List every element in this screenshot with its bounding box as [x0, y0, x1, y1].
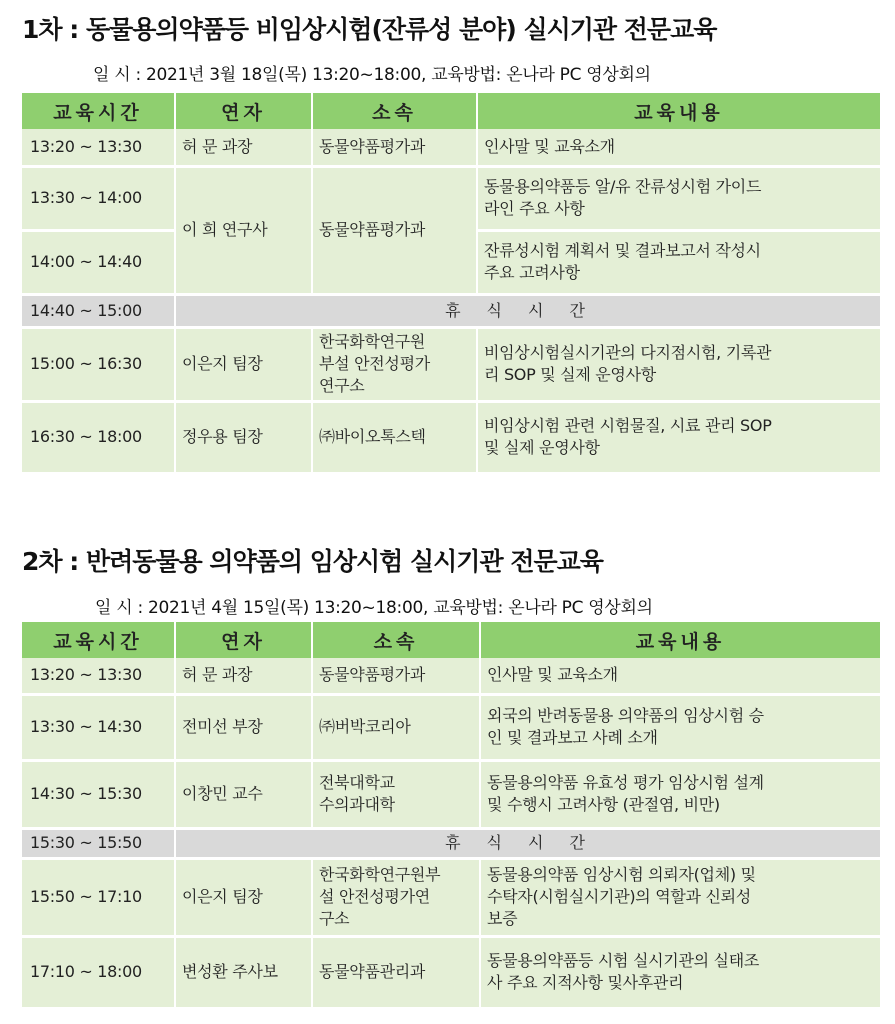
row-content: 동물용의약품 임상시험 의뢰자(업체) 및 수탁자(시험실시기관)의 역할과 신뢰성 보증 — [480, 858, 881, 936]
header-speaker: 연자 — [175, 622, 312, 658]
header-content: 교육내용 — [480, 622, 881, 658]
session2-title: 2차 : 반려동물용 의약품의 임상시험 실시기관 전문교육 — [22, 547, 603, 576]
row-content: 비임상시험실시기관의 다지점시험, 기록관 리 SOP 및 실제 운영사항 — [477, 327, 881, 401]
table-row — [22, 936, 881, 1008]
row-time: 17:10 ~ 18:00 — [22, 936, 175, 1008]
table-row — [22, 166, 881, 230]
row-time: 15:30 ~ 15:50 — [22, 828, 175, 858]
row-time: 14:40 ~ 15:00 — [22, 294, 175, 327]
session1-schedule-info: 일 시 : 2021년 3월 18일(목) 13:20~18:00, 교육방법: 온나라 PC 영상회의 — [93, 65, 651, 85]
row-speaker: 이은지 팀장 — [175, 327, 312, 401]
session2-schedule-info: 일 시 : 2021년 4월 15일(목) 13:20~18:00, 교육방법: 온나라 PC 영상회의 — [95, 598, 653, 618]
header-speaker: 연자 — [175, 93, 312, 129]
row-content: 외국의 반려동물용 의약품의 임상시험 승 인 및 결과보고 사례 소개 — [480, 694, 881, 760]
row-content: 비임상시험 관련 시험물질, 시료 관리 SOP 및 실제 운영사항 — [477, 401, 881, 473]
header-time: 교육시간 — [22, 622, 175, 658]
header-affiliation: 소속 — [312, 622, 480, 658]
row-speaker: 허 문 과장 — [175, 658, 312, 694]
table-row — [22, 760, 881, 828]
header-content: 교육내용 — [477, 93, 881, 129]
row-time: 15:50 ~ 17:10 — [22, 858, 175, 936]
row-speaker: 전미선 부장 — [175, 694, 312, 760]
row-content: 인사말 및 교육소개 — [480, 658, 881, 694]
break-row — [22, 828, 881, 858]
row-time: 13:20 ~ 13:30 — [22, 129, 175, 166]
row-affiliation: 한국화학연구원부 설 안전성평가연 구소 — [312, 858, 480, 936]
row-affiliation: ㈜버박코리아 — [312, 694, 480, 760]
header-time: 교육시간 — [22, 93, 175, 129]
table-row — [22, 858, 881, 936]
row-time: 16:30 ~ 18:00 — [22, 401, 175, 473]
row-speaker: 허 문 과장 — [175, 129, 312, 166]
row-affiliation: 한국화학연구원 부설 안전성평가 연구소 — [312, 327, 477, 401]
row-affiliation: 동물약품평가과 — [312, 129, 477, 166]
row-time: 13:30 ~ 14:30 — [22, 694, 175, 760]
table-row — [22, 658, 881, 694]
row-time: 15:00 ~ 16:30 — [22, 327, 175, 401]
table-row — [22, 327, 881, 401]
session1-schedule-table — [22, 93, 882, 475]
row-speaker: 이창민 교수 — [175, 760, 312, 828]
row-speaker: 이은지 팀장 — [175, 858, 312, 936]
row-speaker: 정우용 팀장 — [175, 401, 312, 473]
row-content: 동물용의약품등 시험 실시기관의 실태조 사 주요 지적사항 및사후관리 — [480, 936, 881, 1008]
row-content: 잔류성시험 계획서 및 결과보고서 작성시 주요 고려사항 — [477, 230, 881, 294]
row-time: 13:30 ~ 14:00 — [22, 166, 175, 230]
row-time: 14:00 ~ 14:40 — [22, 230, 175, 294]
row-content: 동물용의약품등 알/유 잔류성시험 가이드 라인 주요 사항 — [477, 166, 881, 230]
row-content: 동물용의약품 유효성 평가 임상시험 설계 및 수행시 고려사항 (관절염, 비만) — [480, 760, 881, 828]
break-label: 휴식시간 — [175, 294, 881, 327]
row-affiliation: 전북대학교 수의과대학 — [312, 760, 480, 828]
row-affiliation: 동물약품관리과 — [312, 936, 480, 1008]
row-speaker: 이 희 연구사 — [175, 166, 312, 294]
session1-title: 1차 : 동물용의약품등 비임상시험(잔류성 분야) 실시기관 전문교육 — [22, 15, 717, 44]
table-row — [22, 129, 881, 166]
session2-schedule-table — [22, 622, 882, 1010]
row-affiliation: ㈜바이오톡스텍 — [312, 401, 477, 473]
table-header-row — [22, 622, 881, 658]
break-row — [22, 294, 881, 327]
row-affiliation: 동물약품평가과 — [312, 658, 480, 694]
row-content: 인사말 및 교육소개 — [477, 129, 881, 166]
row-time: 13:20 ~ 13:30 — [22, 658, 175, 694]
table-row — [22, 694, 881, 760]
row-time: 14:30 ~ 15:30 — [22, 760, 175, 828]
row-affiliation: 동물약품평가과 — [312, 166, 477, 294]
row-speaker: 변성환 주사보 — [175, 936, 312, 1008]
header-affiliation: 소속 — [312, 93, 477, 129]
table-row — [22, 401, 881, 473]
table-header-row — [22, 93, 881, 129]
break-label: 휴식시간 — [175, 828, 881, 858]
